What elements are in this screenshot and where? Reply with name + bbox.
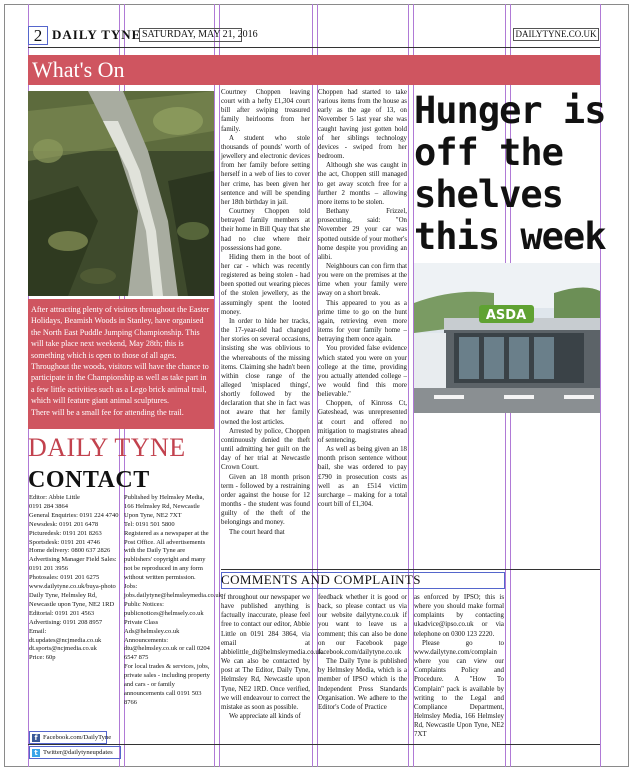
headline-line: off the — [414, 131, 563, 174]
contact-line: Announcements: dtu@helmsley.co.uk or call 0204 6547 875 — [124, 636, 210, 662]
twitter-label: Twitter@dailytyneupdates — [43, 749, 113, 756]
whats-on-paragraph: There will be a small fee for attending the trail. — [31, 407, 184, 417]
contact-line: Tel: 0191 501 5800 — [124, 520, 175, 528]
contact-line[interactable]: www.dailytyne.co.uk/buya-photo — [29, 583, 116, 591]
twitter-link[interactable] — [29, 746, 121, 759]
contact-line: General Enquiries: 0191 224 4740 — [29, 511, 119, 519]
story-paragraph: Given an 18 month prison term - followed by a restraining order against the house for 12 months - the student was found guilty of the theft of the belongings and money. — [221, 473, 310, 527]
column-guide — [214, 4, 215, 767]
contact-line: Editorial: 0191 201 4563 — [29, 609, 95, 617]
masthead-divider — [28, 47, 600, 48]
twitter-icon: t — [32, 749, 40, 757]
facebook-link[interactable] — [29, 731, 112, 744]
contact-line[interactable]: Email: dt.updates@ncjmedia.co.uk dt.sports@ncjmedia.co.uk — [29, 627, 102, 653]
contact-line: Price: 60p — [29, 654, 56, 662]
contact-details-right — [124, 494, 222, 708]
woods-stream-photo — [28, 91, 214, 296]
complaints-paragraph: The Daily Tyne is published by Helmsley Media, which is a member of IPSO which is the Independent Press Standards Organisation. We adhere to the Editor's Code of Practice — [318, 658, 407, 711]
contact-line: Photosales: 0191 201 6275 — [29, 574, 100, 582]
contact-line[interactable]: Jobs: jobs.dailytyne@helmsleymedia.co.uk — [124, 583, 222, 599]
complaints-paragraph: feedback whether it is good or back, so please contact us via our website dailytyne.co.uk if you want to leave us a comment; this can also be done on our Facebook page facebook.com/dailytyne.co.uk — [318, 594, 407, 656]
complaints-divider — [221, 569, 600, 570]
contact-heading: CONTACT — [28, 467, 150, 493]
contact-line: Published by Helmsley Media, 166 Helmsley Rd, Newcastle Upon Tyne, NE2 7XT — [124, 494, 205, 519]
facebook-icon: f — [32, 734, 40, 742]
page-bottom-rule — [28, 744, 600, 745]
contact-line: Editor: Abbie Little — [29, 494, 80, 501]
story-paragraph: This appeared to you as a prime time to go on the hunt again, retrieving even more items for your family home – betraying them once again. — [318, 299, 407, 344]
story-paragraph: Choppen, of Kinross Ct, Gateshead, was unrepresented at court and offered no mitigation to magistrates ahead of sentencing. — [318, 400, 407, 444]
story-headline — [414, 89, 606, 258]
story-paragraph: Although she was caught in the act, Choppen still managed to get away scotch free for a further 2 months – allowing more items to be stolen. — [318, 162, 407, 206]
whats-on-article — [28, 299, 214, 429]
contact-line: Advertising: 0191 208 8957 — [29, 618, 103, 626]
complaints-title: COMMENTS AND COMPLAINTS — [221, 572, 421, 587]
story-column-2 — [318, 88, 407, 509]
complaints-paragraph: Please go to www.dailytyne.com/complain where you can view our Complaints Policy and Procedure. A "How To Complain" pack is available by writing to the Legal and Compliance Department, Helmsley Media, 166 Helmsley Rd, Newcastle Upon Tyne, NE2 7XT — [414, 639, 504, 739]
column-guide — [219, 4, 220, 767]
page-number: 2 — [28, 26, 48, 45]
contact-line[interactable]: Public Notices: publicnotices@helmsely.co.uk — [124, 600, 204, 617]
story-paragraph: In order to hide her tracks, the 17-year-old had changed her stories on several occasions, insisting she was oblivious to the whereabouts of the missing items. Claiming she hadn't been within close range of the alleged 'misplaced things', shortly followed by the declaration that she in fact was not aware that her family owned the lost articles. — [221, 317, 310, 426]
paper-name: DAILY TYNE — [52, 27, 142, 42]
headline-line: Hunger is — [414, 89, 606, 132]
story-paragraph: A student who stole thousands of pounds' worth of jewellery and electronic devices from her family before setting herself in a web of lies to cover her crime, has been given her sentence and will be spending her 18th birthday in jail. — [221, 134, 310, 206]
complaints-paragraph: If throughout our newspaper we have published anything is factually inaccurate, please feel free to contact our editor, Abbie Little on 0191 284 3864, via email at abbielittle_dt@helmsleymedia.co.uk. We can also be contacted by post at The Editor, Daily Tyne, Helmsley Rd, Newcastle upon Tyne, NE2 1RD. Once verified, we will endeavour to correct the mistake as soon as possible. — [221, 594, 324, 711]
contact-line: Picturedesk: 0191 201 8263 — [29, 529, 102, 537]
svg-text:ASDA: ASDA — [485, 308, 527, 323]
contact-line: Advertising Manager Field Sales: 0191 201 3956 — [29, 556, 117, 573]
story-paragraph: Arrested by police, Choppen continuously denied the theft until admitting her guilt on the day of her trial at Newcastle Crown Court. — [221, 427, 310, 472]
contact-line: 0191 284 3864 — [29, 502, 68, 510]
story-paragraph: Choppen had started to take various items from the house as early as the age of 13, on November 5 last year she was caught having just gotten hold of her siblings technology devices - swiped from her bedroom. — [318, 89, 407, 161]
contact-line: Sportsdesk: 0191 201 4746 — [29, 538, 100, 546]
story-paragraph: You provided false evidence which stated you were on your college at the time, providing you actually attended college – we would find this more believable." — [318, 345, 407, 399]
section-title: What's On — [32, 57, 125, 82]
complaints-column-1 — [221, 593, 324, 721]
story-paragraph: Courtney Choppen leaving court with a hefty £1,304 court bill after swiping treasured family heirlooms from her family. — [221, 89, 310, 133]
contact-heading-paper: DAILY TYNE — [28, 433, 186, 462]
column-guide — [408, 4, 409, 767]
contact-line: Newsdesk: 0191 201 6478 — [29, 520, 99, 528]
complaints-paragraph: as enforced by IPSO; this is where you should make formal complaints by contacting ukadvice@ipso.co.uk or via telephone on 0300 123 2220. — [414, 594, 504, 638]
whats-on-paragraph: After attracting plenty of visitors throughout the Easter Holidays, Beamish Woods in Stanley, have organised the North East Puddle Jumping Championship. This will take place next weekend, May 28th; this is something which is open to those of all ages. Throughout the woods, visitors will have the chance to participate in the Championship as well as take part in a few little activities such as a Lego brick animal trail, which will feature giant animal sculptures. — [31, 305, 210, 406]
complaints-column-2 — [318, 593, 407, 712]
contact-details-left — [29, 494, 119, 663]
complaints-paragraph: We appreciate all kinds of — [229, 713, 301, 721]
asda-store-photo — [414, 263, 600, 413]
story-paragraph: As well as being given an 18 month prison sentence without bail, she was ordered to pay £790 in prosecution costs as well as an £514 victim surcharge – making for a total court bill of £1,304. — [318, 446, 407, 509]
story-paragraph: Neighbours can con firm that you were on the premises at the time when your family were away on a short break. — [318, 262, 407, 298]
story-paragraph: The court heard that — [229, 528, 285, 536]
story-paragraph: Hiding them in the boot of her car - which was recently registered as being stolen - had been spotted out wearing pieces of the stolen jewellery, as the assumingly spent the looted money. — [221, 253, 310, 316]
website-link[interactable]: DAILYTYNE.CO.UK — [513, 28, 599, 41]
story-paragraph: Courtney Choppen told betrayed family members at their home in Bill Quay that she had no clue where their possessions had gone. — [221, 208, 310, 252]
contact-line: Home delivery: 0800 637 2826 — [29, 547, 111, 555]
headline-line: this week — [414, 215, 606, 258]
facebook-label: Facebook.com/DailyTyne — [43, 734, 112, 741]
contact-line: For local trades & services, jobs, private sales - including property and cars - or family announcements call 0191 503 8766 — [124, 663, 210, 706]
story-column-1 — [221, 88, 310, 537]
contact-line: Registered as a newspaper at the Post Office. All advertisements with the Daily Tyne are publishers' copyright and many not be reproduced in any form without written permission. — [124, 529, 209, 582]
contact-line: Daily Tyne, Helmsley Rd, Newcastle upon Tyne, NE2 1RD — [29, 591, 115, 608]
issue-date: SATURDAY, MAY 21, 2016 — [139, 28, 242, 42]
contact-line[interactable]: Private Class Ads@helmsley.co.uk — [124, 618, 180, 635]
complaints-column-3 — [414, 593, 504, 740]
story-paragraph: Bethany Frizzel, prosecuting, said: "On November 29 your car was spotted outside of your mother's home despite you providing an alibi. — [318, 208, 407, 261]
headline-line: shelves — [414, 173, 563, 216]
